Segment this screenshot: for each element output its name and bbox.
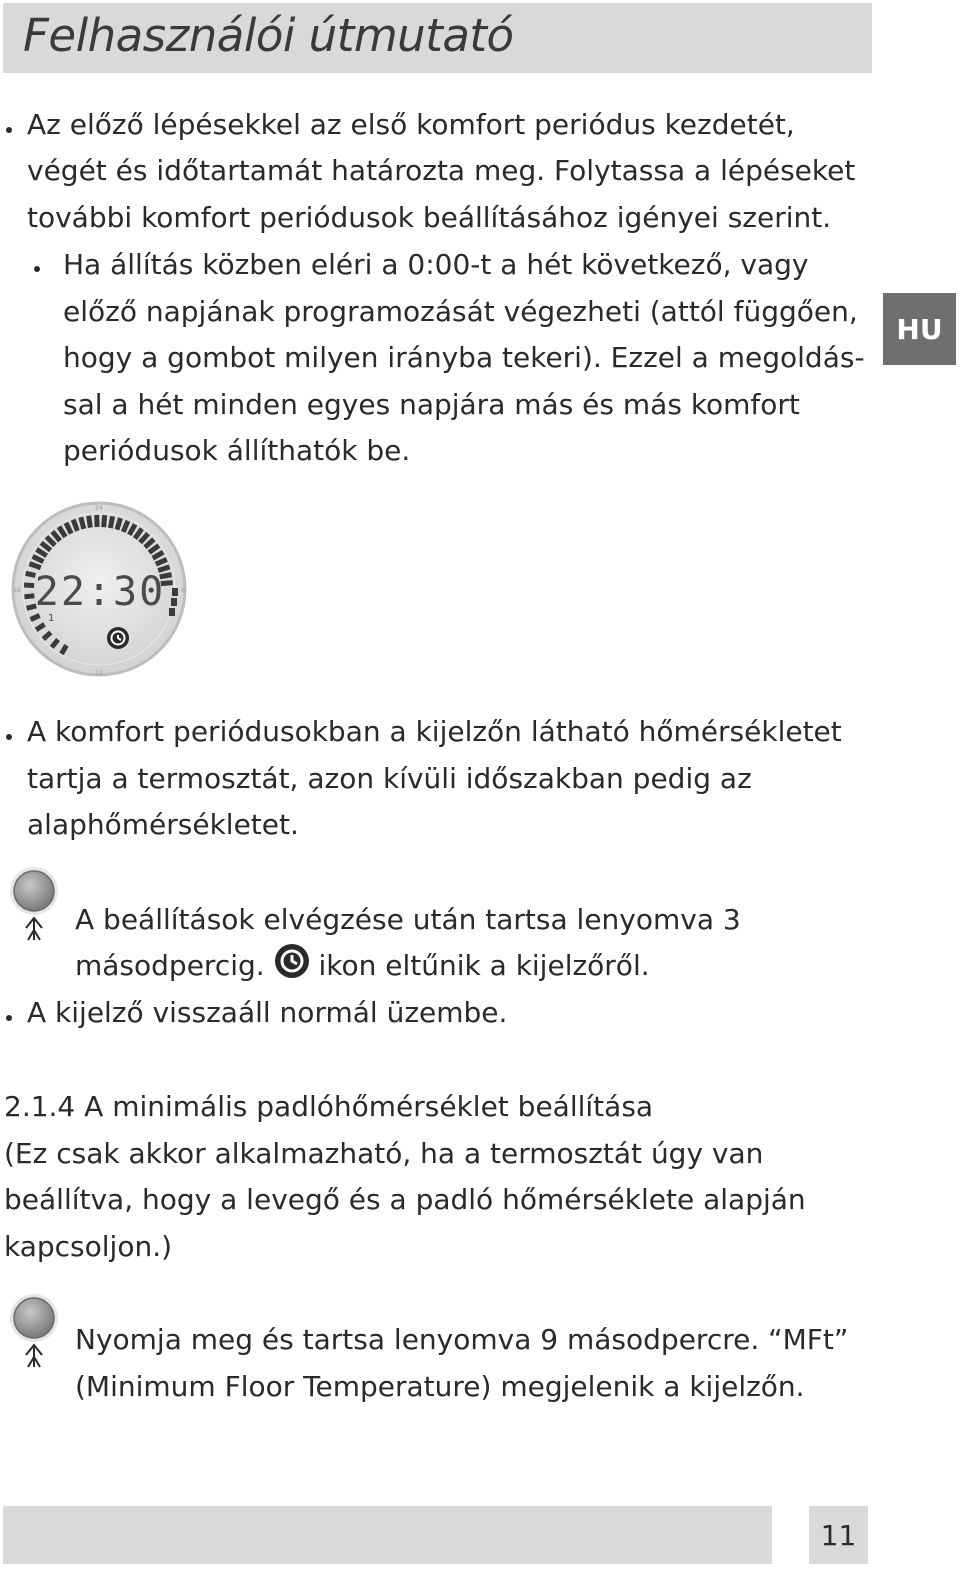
segment: [94, 515, 99, 527]
paragraph-6-line-1: (Ez csak akkor alkalmazható, ha a termosztát úgy van: [4, 1137, 764, 1170]
paragraph-1-line-1: Az előző lépésekkel az első komfort periódus kezdetét,: [27, 108, 795, 141]
paragraph-3-line-3: alaphőmérsékletet.: [27, 808, 299, 841]
tick-label-left: 18: [13, 587, 21, 594]
section-heading: 2.1.4 A minimális padlóhőmérséklet beállítása: [4, 1090, 654, 1123]
paragraph-3-line-1: A komfort periódusokban a kijelzőn látható hőmérsékletet: [27, 715, 842, 748]
paragraph-2-line-4: sal a hét minden egyes napjára más és más komfort: [63, 388, 800, 421]
press-knob-icon: [8, 866, 60, 946]
paragraph-2-line-5: periódusok állíthatók be.: [63, 434, 411, 467]
paragraph-4-line-1: A beállítások elvégzése után tartsa lenyomva 3: [75, 903, 741, 936]
title-bar: [3, 3, 872, 73]
paragraph-1-line-3: további komfort periódusok beállításához igényei szerint.: [27, 201, 832, 234]
segment: [24, 583, 34, 589]
tick-label-top: 24: [95, 505, 103, 512]
paragraph-2-line-2: előző napjának programozását végezheti (attól függően,: [63, 295, 858, 328]
tick-label-bottom: 12: [95, 670, 103, 677]
paragraph-7-line-2: (Minimum Floor Temperature) megjelenik a kijelzőn.: [75, 1370, 805, 1403]
paragraph-4-line-2b: ikon eltűnik a kijelzőről.: [318, 949, 650, 982]
paragraph-5-line-1: A kijelző visszaáll normál üzembe.: [27, 996, 508, 1029]
footer-bar: [3, 1506, 772, 1564]
paragraph-6-line-2: beállítva, hogy a levegő és a padló hőmérséklete alapján: [4, 1183, 806, 1216]
tick-label-right: 6: [181, 587, 185, 594]
page-title: Felhasználói útmutató: [23, 9, 514, 62]
bullet-1: [6, 127, 12, 133]
display-small-one: 1: [48, 613, 55, 624]
display-time: 22:30: [34, 569, 166, 615]
bullet-2: [34, 266, 40, 272]
paragraph-4-line-2: [75, 943, 650, 990]
bullet-4: [6, 1015, 12, 1021]
paragraph-6-line-3: kapcsoljon.): [4, 1230, 173, 1263]
page-number: 11: [809, 1506, 868, 1564]
clock-icon: [107, 627, 129, 649]
paragraph-4-line-2a: másodpercig.: [75, 949, 265, 982]
paragraph-2-line-1: Ha állítás közben eléri a 0:00-t a hét következő, vagy: [63, 248, 809, 281]
paragraph-3-line-2: tartja a termosztát, azon kívüli időszakban pedig az: [27, 762, 752, 795]
paragraph-7-line-1: Nyomja meg és tartsa lenyomva 9 másodpercre. “MFt”: [75, 1323, 849, 1356]
paragraph-1-line-2: végét és időtartamát határozta meg. Folytassa a lépéseket: [27, 154, 856, 187]
clock-icon: [274, 943, 310, 979]
paragraph-2-line-3: hogy a gombot milyen irányba tekeri). Ezzel a megoldás-: [63, 341, 865, 374]
thermostat-display-illustration: [10, 500, 188, 678]
segment: [24, 593, 34, 599]
segment: [101, 515, 107, 527]
language-tab: HU: [883, 293, 956, 365]
press-knob-icon: [8, 1293, 60, 1373]
bullet-3: [6, 734, 12, 740]
